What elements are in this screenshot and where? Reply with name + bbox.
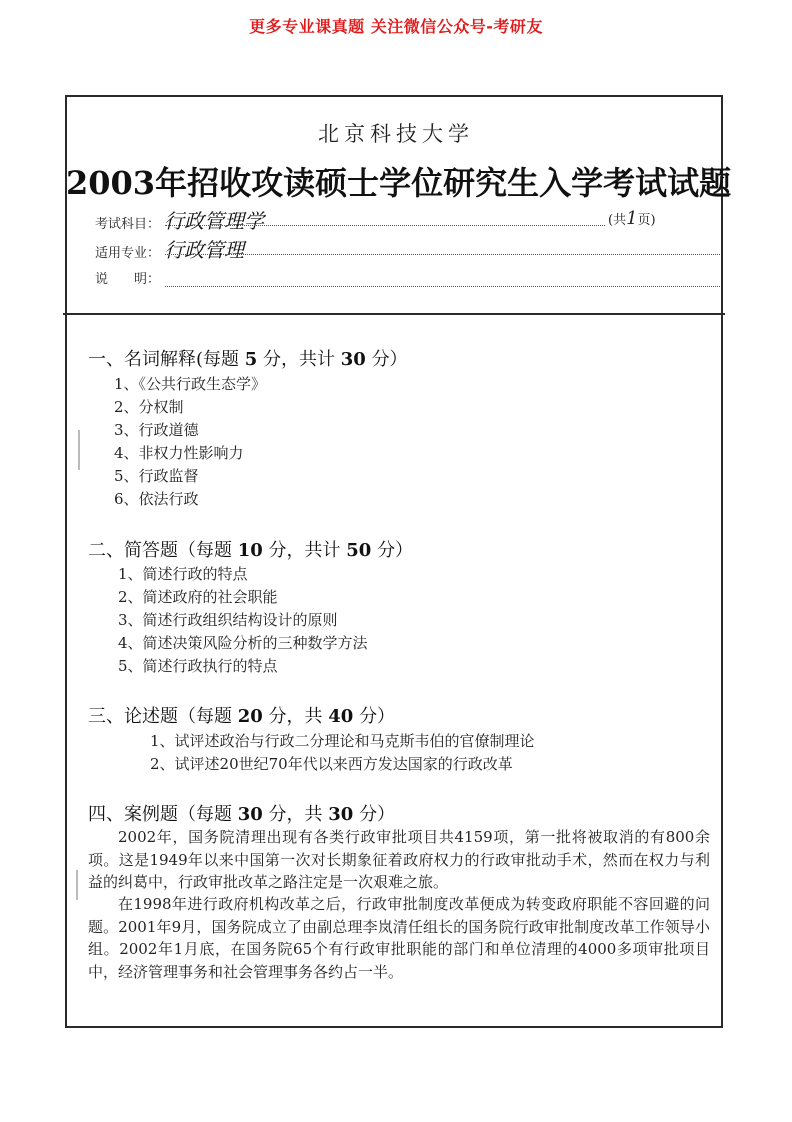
section-heading-3: 三、论述题（每题 20 分，共 40 分） — [88, 706, 396, 727]
major-value: 行政管理 — [164, 238, 245, 262]
section-heading-4: 四、案例题（每题 30 分，共 30 分） — [88, 804, 396, 825]
header-divider — [63, 313, 725, 315]
question-item: 4、简述决策风险分析的三种数学方法 — [118, 634, 368, 652]
section-heading-2: 二、简答题（每题 10 分，共计 50 分） — [88, 540, 414, 561]
exam-title: 2003年招收攻读硕士学位研究生入学考试试题 — [66, 164, 732, 202]
major-label: 适用专业： — [95, 246, 161, 261]
question-item: 2、简述政府的社会职能 — [118, 588, 278, 606]
question-item: 2、分权制 — [114, 398, 184, 416]
promo-banner: 更多专业课真题 关注微信公众号-考研友 — [249, 17, 543, 36]
section-heading-1: 一、名词解释(每题 5 分，共计 30 分） — [88, 349, 408, 370]
question-item: 1、简述行政的特点 — [118, 565, 248, 583]
major-row — [95, 234, 244, 263]
subject-underline — [165, 225, 605, 226]
major-underline — [165, 254, 720, 255]
scan-mark — [78, 430, 80, 470]
page-count — [608, 208, 656, 229]
question-item: 5、行政监督 — [114, 467, 199, 485]
pages-suffix: 页) — [637, 213, 656, 228]
notes-row — [95, 268, 160, 287]
question-item: 2、试评述20世纪70年代以来西方发达国家的行政改革 — [150, 755, 513, 773]
question-item: 3、行政道德 — [114, 421, 199, 439]
question-item: 3、简述行政组织结构设计的原则 — [118, 611, 338, 629]
subject-value: 行政管理学 — [164, 209, 265, 233]
case-paragraph: 在1998年进行政府机构改革之后，行政审批制度改革便成为转变政府职能不容回避的问题。2001年9月，国务院成立了由副总理李岚清任组长的国务院行政审批制度改革工作领导小组。2002年1月底，在国务院65个有行政审批职能的部门和单位清理的4000多项审批项目中，经济管理事务和社会管理事务各约占一半。 — [88, 895, 710, 981]
pages-prefix: (共 — [608, 213, 627, 228]
question-item: 6、依法行政 — [114, 490, 199, 508]
notes-underline — [165, 286, 720, 287]
pages-value: 1 — [626, 208, 638, 229]
subject-label: 考试科目： — [95, 217, 161, 232]
notes-label: 说 明： — [95, 272, 161, 287]
question-item: 4、非权力性影响力 — [114, 444, 244, 462]
question-item: 5、简述行政执行的特点 — [118, 657, 278, 675]
subject-row — [95, 205, 264, 234]
question-item: 1、《公共行政生态学》 — [114, 375, 267, 393]
scan-mark — [76, 870, 78, 900]
university-name: 北京科技大学 — [318, 122, 474, 146]
case-paragraph: 2002年，国务院清理出现有各类行政审批项目共4159项，第一批将被取消的有800余项。这是1949年以来中国第一次对长期象征着政府权力的行政审批动手术，然而在权力与利益的纠葛中，行政审批改革之路注定是一次艰难之旅。 — [88, 828, 710, 891]
question-item: 1、试评述政治与行政二分理论和马克斯韦伯的官僚制理论 — [150, 732, 535, 750]
